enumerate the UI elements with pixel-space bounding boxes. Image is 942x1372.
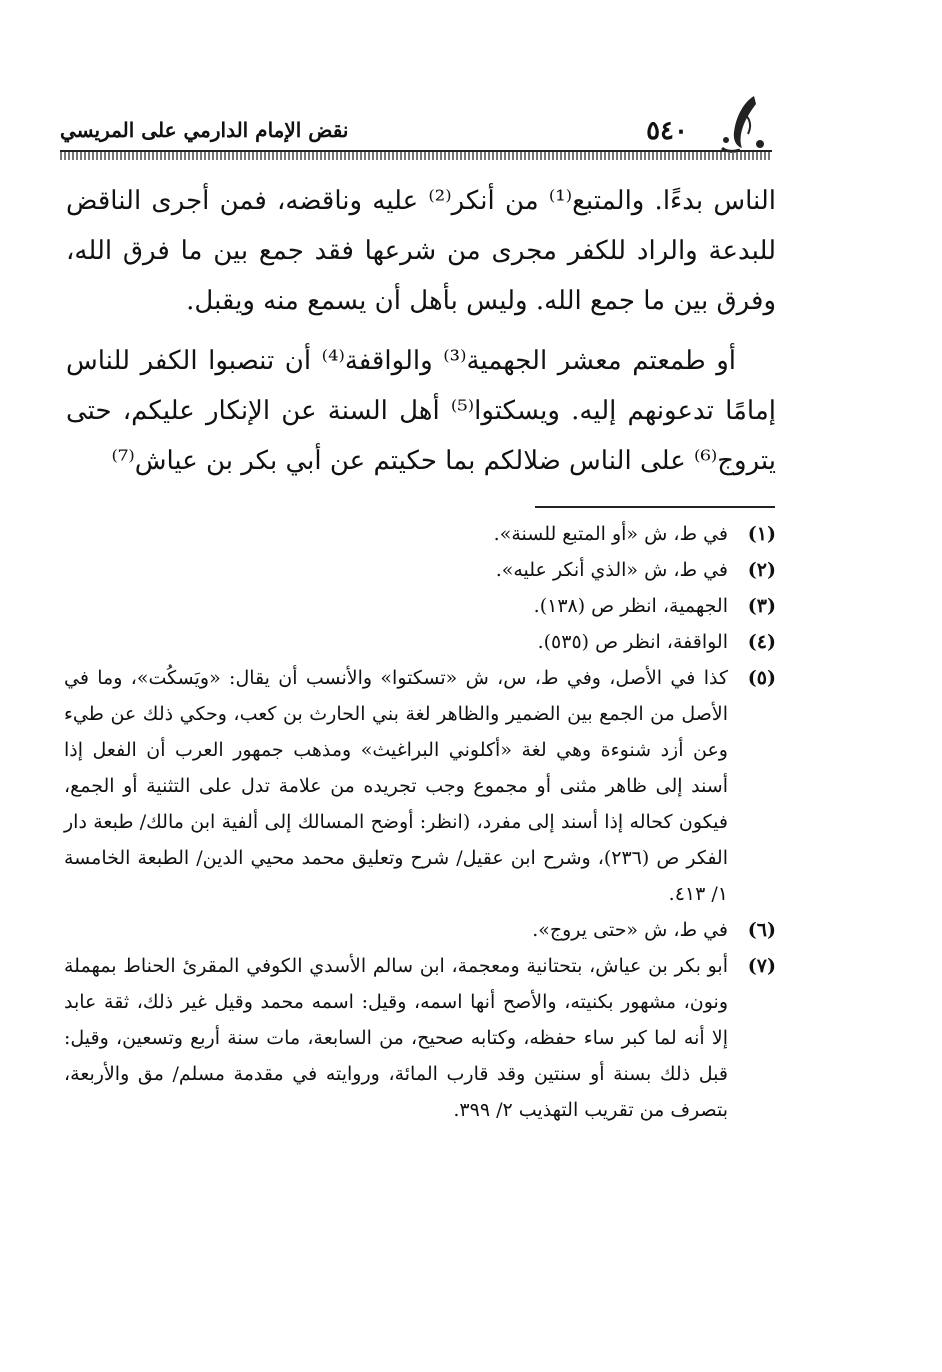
footnote-number: (٦): [747, 919, 776, 941]
main-paragraph: الناس بدءًا. والمتبع⁽¹⁾ من أنكر⁽²⁾ عليه وناقضه، فمن أجرى الناقض للبدعة والراد للكفر مجرى من شرعها فقد جمع بين ما فرق الله، وفرق بين ما جمع الله. وليس بأهل أن يسمع منه ويقبل.: [66, 186, 777, 316]
footnote-item: [64, 912, 776, 948]
main-paragraph: أو طمعتم معشر الجهمية⁽³⁾ والواقفة⁽⁴⁾ أن تنصبوا الكفر للناس إمامًا تدعونهم إليه. ويسكتوا⁽⁵⁾ أهل السنة عن الإنكار عليكم، حتى يتروج⁽⁶⁾ على الناس ضلالكم بما حكيتم عن أبي بكر بن عياش⁽⁷⁾: [66, 346, 776, 476]
main-text: [66, 176, 776, 496]
footnote-item: [64, 588, 776, 624]
page-number: ٥٤٠: [646, 116, 688, 146]
quill-logo-icon: [714, 92, 772, 156]
footnote-text: كذا في الأصل، وفي ط، س، ش «تسكتوا» والأنسب أن يقال: «ويَسكُت»، وما في الأصل من الجمع بين الضمير والظاهر لغة بني الحارث بن كعب، وحكي ذلك عن طيء وعن أزد شنوءة وهي لغة «أكلوني البراغيث» ومذهب جمهور العرب أن الفعل إذا أسند إلى ظاهر مثنى أو مجموع وجب تجريده من علامة تدل على التثنية أو الجمع، فيكون كحاله إذا أسند إلى مفرد، (انظر: أوضح المسالك إلى ألفية ابن مالك/ طبعة دار الفكر ص (٢٣٦)، وشرح ابن عقيل/ شرح وتعليق محمد محيي الدين/ الطبعة الخامسة ١/ ٤١٣.: [64, 667, 728, 905]
footnote-divider: [535, 506, 775, 508]
footnote-text: في ط، ش «حتى يروج».: [532, 919, 728, 941]
footnote-text: الجهمية، انظر ص (١٣٨).: [533, 595, 728, 617]
footnote-number: (٥): [747, 667, 776, 689]
running-title: نقض الإمام الدارمي على المريسي: [60, 118, 349, 142]
footnote-item: [64, 552, 776, 588]
footnote-number: (٣): [747, 595, 776, 617]
footnote-text: أبو بكر بن عياش، بتحتانية ومعجمة، ابن سالم الأسدي الكوفي المقرئ الحناط بمهملة ونون، مشهور بكنيته، والأصح أنها اسمه، وقيل: اسمه محمد وقيل غير ذلك، ثقة عابد إلا أنه لما كبر ساء حفظه، وكتابه صحيح، من السابعة، مات سنة أربع وتسعين، وقيل: قبل ذلك بسنة أو سنتين وقد قارب المائة، وروايته في مقدمة مسلم/ مق والأربعة، بتصرف من تقريب التهذيب ٢/ ٣٩٩.: [64, 955, 728, 1121]
page-header: [60, 110, 772, 158]
footnote-number: (١): [747, 523, 776, 545]
footnote-text: في ط، ش «الذي أنكر عليه».: [495, 559, 728, 581]
footnote-number: (٢): [747, 559, 776, 581]
footnote-item: [64, 660, 776, 912]
footnote-text: في ط، ش «أو المتبع للسنة».: [493, 523, 728, 545]
footnotes-list: [64, 516, 776, 1128]
footnote-item: [64, 948, 776, 1128]
footnote-number: (٤): [747, 631, 776, 653]
header-rule: [60, 150, 772, 160]
footnote-text: الواقفة، انظر ص (٥٣٥).: [537, 631, 728, 653]
footnote-item: [64, 516, 776, 552]
footnote-number: (٧): [747, 955, 776, 977]
footnote-item: [64, 624, 776, 660]
